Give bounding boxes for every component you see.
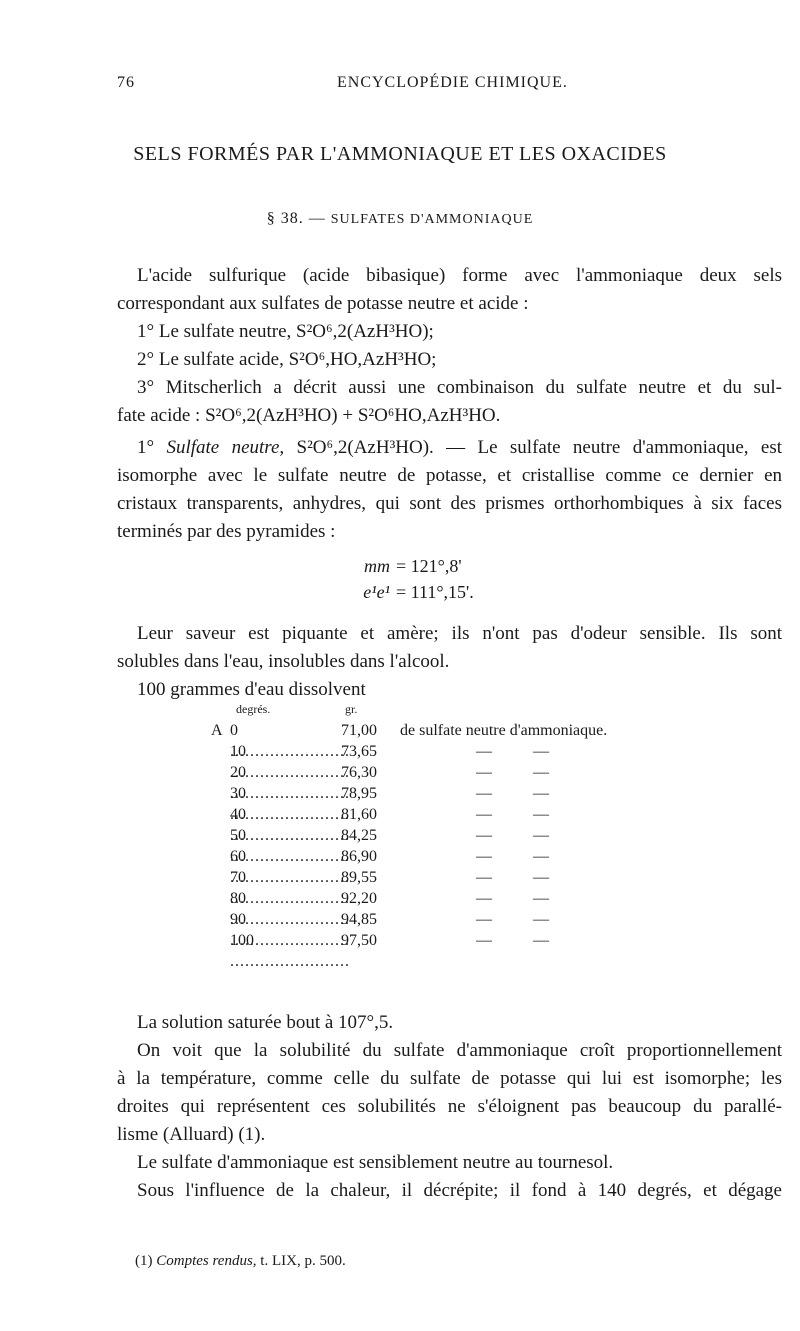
text-line: 100 grammes d'eau dissolvent [137,679,366,700]
salt-item-continued: fate acide : S²O⁶,2(AzH³HO) + S²O⁶HO,AzH³HO. [117,405,501,426]
text-line: lisme (Alluard) (1). [117,1124,266,1145]
angle-value: = 111°,15'. [396,582,474,602]
ditto-mark: — [476,869,492,886]
closing-paragraphs [117,1009,782,1205]
text-line: On voit que la solubilité du sulfate d'ammoniaque croît proportionnellement [137,1040,782,1061]
cell-degrees: 80 ..... [230,888,350,930]
cell-grams: 89,55 [341,869,377,886]
table-row [230,909,750,930]
salt-item: 1° Le sulfate neutre, S²O⁶,2(AzH³HO); [137,321,434,342]
table-row [230,783,750,804]
text-line: Sous l'influence de la chaleur, il décrépite; il fond à 140 degrés, et dégage [137,1180,782,1201]
cell-grams: 92,20 [341,890,377,907]
text-line: isomorphe avec le sulfate neutre de potasse, et cristallise comme ce dernier en [117,465,782,486]
cell-degrees: 100 ..... [230,930,350,972]
table-body [211,720,750,951]
ditto-mark: — [533,827,549,844]
angle-symbol: e¹e¹ [363,582,390,602]
section-number: § 38. — [266,210,326,227]
cell-degrees: 90 ..... [230,909,350,951]
table-header [230,702,750,720]
term-sulfate-neutre: Sulfate neutre, [166,437,285,458]
cell-grams: 86,90 [341,848,377,865]
table-row [230,804,750,825]
cell-grams: 81,60 [341,806,377,823]
text-line [117,434,782,462]
solubility-table [211,702,750,951]
ditto-mark: — [533,785,549,802]
table-row [230,762,750,783]
ditto-mark: — [533,911,549,928]
crystal-angles [0,553,800,605]
cell-degrees: 30 ..... [230,783,350,825]
footnote-source: Comptes rendus, [156,1253,257,1269]
table-row [230,930,750,951]
cell-description: de sulfate neutre d'ammoniaque. [400,722,608,739]
salts-list [117,318,782,430]
cell-grams: 94,85 [341,911,377,928]
angle-symbol: mm [364,556,390,576]
salt-item: 3° Mitscherlich a décrit aussi une combinaison du sulfate neutre et du sul- [137,377,782,398]
cell-degrees: 20 ..... [230,762,350,804]
table-row [230,846,750,867]
page-header [0,74,800,98]
table-row [211,720,750,741]
text-line: terminés par des pyramides : [117,521,336,542]
cell-degrees: 0 ..... [230,720,350,762]
ditto-mark: — [476,890,492,907]
ditto-mark: — [533,743,549,760]
cell-degrees: 70 ..... [230,867,350,909]
angle-row [0,579,800,605]
footnote [135,1253,346,1270]
text-line: correspondant aux sulfates de potasse neutre et acide : [117,293,529,314]
cell-grams: 71,00 [341,722,377,739]
ditto-mark: — [533,890,549,907]
taste-paragraph [117,620,782,704]
table-row [230,867,750,888]
ditto-mark: — [476,764,492,781]
row-label: A [211,722,223,739]
ditto-mark: — [533,806,549,823]
text-line: Le sulfate d'ammoniaque est sensiblement neutre au tournesol. [137,1152,614,1173]
cell-grams: 78,95 [341,785,377,802]
table-row [230,888,750,909]
salt-item: 2° Le sulfate acide, S²O⁶,HO,AzH³HO; [137,349,437,370]
neutral-sulfate-paragraph [117,434,782,546]
cell-grams: 97,50 [341,932,377,949]
running-title: ENCYCLOPÉDIE CHIMIQUE. [337,74,568,91]
angle-value: = 121°,8' [396,556,462,576]
cell-grams: 76,30 [341,764,377,781]
cell-grams: 73,65 [341,743,377,760]
cell-degrees: 50 ..... [230,825,350,867]
text-line: cristaux transparents, anhydres, qui sont des prismes orthorhombiques à six faces [117,493,782,514]
text-line: à la température, comme celle du sulfate de potasse qui lui est isomorphe; les [117,1068,782,1089]
column-header-grams: gr. [345,702,358,716]
text-line: solubles dans l'eau, insolubles dans l'alcool. [117,651,450,672]
ditto-mark: — [476,785,492,802]
ditto-mark: — [476,827,492,844]
ditto-mark: — [476,932,492,949]
page-number: 76 [117,74,135,91]
ditto-mark: — [533,764,549,781]
ditto-mark: — [476,848,492,865]
ditto-mark: — [533,869,549,886]
text-line: Leur saveur est piquante et amère; ils n'ont pas d'odeur sensible. Ils sont [137,623,782,644]
footnote-number: (1) [135,1253,157,1269]
ditto-mark: — [476,743,492,760]
cell-grams: 84,25 [341,827,377,844]
section-title: SULFATES D'AMMONIAQUE [330,212,534,227]
intro-paragraph [117,262,782,318]
table-row [230,741,750,762]
ditto-mark: — [533,848,549,865]
text-line: droites qui représentent ces solubilités ne s'éloignent pas beaucoup du parallé- [117,1096,782,1117]
item-number: 1° [137,437,167,458]
text-line: La solution saturée bout à 107°,5. [137,1012,394,1033]
cell-degrees: 40 ..... [230,804,350,846]
column-header-degrees: degrés. [236,702,271,716]
table-row [230,825,750,846]
cell-degrees: 10 ..... [230,741,350,783]
section-heading [0,210,800,228]
text-span: S²O⁶,2(AzH³HO). — Le sulfate neutre d'ammoniaque, est [284,437,782,458]
angle-row [0,553,800,579]
chapter-title: SELS FORMÉS PAR L'AMMONIAQUE ET LES OXACIDES [133,143,667,165]
ditto-mark: — [476,806,492,823]
cell-degrees: 60 ..... [230,846,350,888]
ditto-mark: — [533,932,549,949]
ditto-mark: — [476,911,492,928]
footnote-reference: t. LIX, p. 500. [256,1253,346,1269]
text-line: L'acide sulfurique (acide bibasique) forme avec l'ammoniaque deux sels [137,265,782,286]
